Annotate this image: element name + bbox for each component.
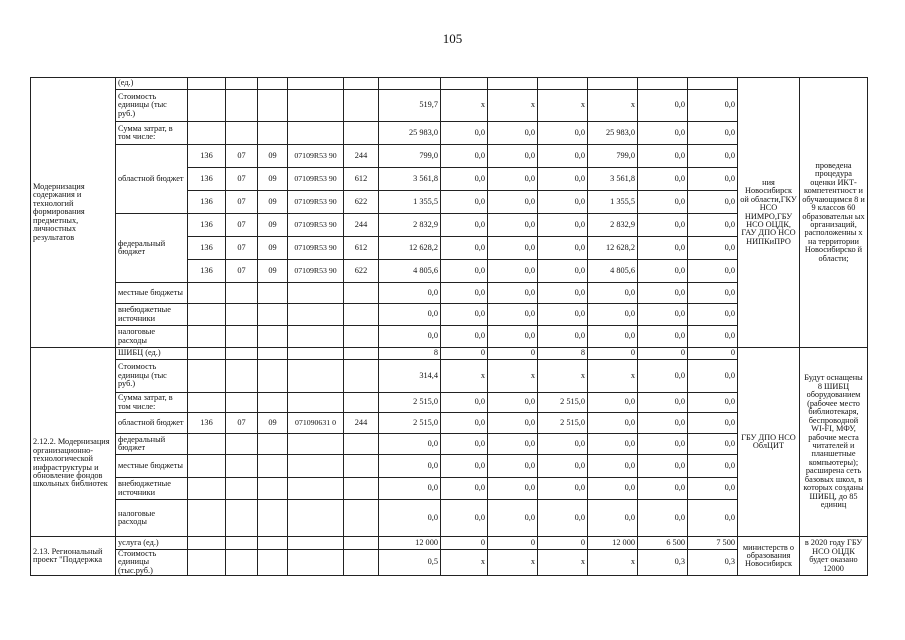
value-cell: x bbox=[488, 360, 538, 393]
grbs-code bbox=[188, 90, 226, 122]
expense-type-code: 244 bbox=[344, 145, 379, 168]
expense-type-code bbox=[344, 455, 379, 478]
expense-type-code bbox=[344, 283, 379, 304]
value-cell: 0,0 bbox=[638, 393, 688, 413]
target-article-code bbox=[288, 348, 344, 360]
value-cell: 0,0 bbox=[588, 326, 638, 348]
value-cell: 0,0 bbox=[688, 260, 738, 283]
value-cell: 0,0 bbox=[441, 455, 488, 478]
value-cell: 0,0 bbox=[688, 237, 738, 260]
value-cell: 799,0 bbox=[379, 145, 441, 168]
value-cell: 0,0 bbox=[688, 500, 738, 537]
value-cell: 0,0 bbox=[588, 434, 638, 455]
value-cell: 0,3 bbox=[638, 550, 688, 576]
value-cell: 0,0 bbox=[379, 500, 441, 537]
value-cell: 0,0 bbox=[488, 455, 538, 478]
measure-name: 2.12.2. Модернизация организационно-технологической инфраструктуры и обновление фондов школьных библиотек bbox=[31, 348, 116, 537]
value-cell: 0 bbox=[638, 348, 688, 360]
value-cell: 0,0 bbox=[379, 304, 441, 326]
value-cell: 4 805,6 bbox=[588, 260, 638, 283]
expected-result-cell: проведена процедура оценки ИКТ-компетентност и обучающимся 8 и 9 классов 60 образовательн ых организаций, расположенны х на территории Новосибирско й области; bbox=[800, 78, 868, 348]
value-cell: 0,0 bbox=[638, 237, 688, 260]
value-cell: 0,0 bbox=[379, 478, 441, 500]
value-cell: 0,0 bbox=[379, 434, 441, 455]
value-cell: 519,7 bbox=[379, 90, 441, 122]
value-cell: 0,0 bbox=[441, 304, 488, 326]
row-label: Стоимость единицы (тыс руб.) bbox=[116, 90, 188, 122]
row-label: Стоимость единицы (тыс.руб.) bbox=[116, 550, 188, 576]
subsection-code: 09 bbox=[258, 191, 288, 214]
value-cell: x bbox=[588, 550, 638, 576]
subsection-code bbox=[258, 434, 288, 455]
section-code bbox=[226, 537, 258, 550]
value-cell: 0,0 bbox=[588, 283, 638, 304]
grbs-code bbox=[188, 550, 226, 576]
target-article-code bbox=[288, 550, 344, 576]
grbs-code: 136 bbox=[188, 260, 226, 283]
value-cell bbox=[538, 78, 588, 90]
grbs-code: 136 bbox=[188, 237, 226, 260]
budget-table bbox=[30, 77, 868, 576]
value-cell: 1 355,5 bbox=[588, 191, 638, 214]
section-code bbox=[226, 500, 258, 537]
value-cell: 0,0 bbox=[441, 434, 488, 455]
value-cell: 0,0 bbox=[441, 283, 488, 304]
value-cell: 3 561,8 bbox=[379, 168, 441, 191]
value-cell: 0,0 bbox=[538, 214, 588, 237]
value-cell: 0,0 bbox=[588, 478, 638, 500]
grbs-code bbox=[188, 304, 226, 326]
expense-type-code bbox=[344, 90, 379, 122]
value-cell: 0 bbox=[441, 348, 488, 360]
value-cell: 2 832,9 bbox=[379, 214, 441, 237]
subsection-code bbox=[258, 537, 288, 550]
value-cell: 0,0 bbox=[638, 214, 688, 237]
section-code: 07 bbox=[226, 237, 258, 260]
target-article-code: 07109R53 90 bbox=[288, 260, 344, 283]
value-cell: x bbox=[488, 550, 538, 576]
value-cell: 0,0 bbox=[488, 122, 538, 145]
subsection-code bbox=[258, 304, 288, 326]
target-article-code bbox=[288, 78, 344, 90]
value-cell: 0,0 bbox=[441, 122, 488, 145]
expected-result-cell: Будут оснащены 8 ШИБЦ оборудованием (рабочее место библиотекаря, беспроводной WI-FI, МФУ, рабочие места читателей и планшетные компьютеры); расширена сеть базовых школ, в которых созданы ШИБЦ, до 85 единиц bbox=[800, 348, 868, 537]
value-cell: 0,0 bbox=[488, 478, 538, 500]
value-cell: 0,0 bbox=[488, 214, 538, 237]
value-cell: x bbox=[538, 360, 588, 393]
grbs-code bbox=[188, 360, 226, 393]
expense-type-code bbox=[344, 500, 379, 537]
table-row bbox=[31, 348, 868, 360]
target-article-code bbox=[288, 434, 344, 455]
value-cell: 8 bbox=[538, 348, 588, 360]
value-cell: 2 515,0 bbox=[538, 393, 588, 413]
value-cell bbox=[588, 78, 638, 90]
value-cell: 0 bbox=[538, 537, 588, 550]
value-cell: 0,0 bbox=[488, 145, 538, 168]
value-cell: 0,0 bbox=[441, 260, 488, 283]
value-cell: 7 500 bbox=[688, 537, 738, 550]
value-cell: 0,0 bbox=[379, 283, 441, 304]
grbs-code: 136 bbox=[188, 214, 226, 237]
value-cell: 2 515,0 bbox=[379, 413, 441, 434]
value-cell: 0,0 bbox=[488, 304, 538, 326]
value-cell: 2 515,0 bbox=[379, 393, 441, 413]
row-label: Сумма затрат, в том числе: bbox=[116, 393, 188, 413]
row-label: Стоимость единицы (тыс руб.) bbox=[116, 360, 188, 393]
grbs-code bbox=[188, 78, 226, 90]
expense-type-code: 244 bbox=[344, 214, 379, 237]
value-cell: 0 bbox=[488, 537, 538, 550]
value-cell: 0,0 bbox=[688, 145, 738, 168]
value-cell: x bbox=[441, 550, 488, 576]
grbs-code: 136 bbox=[188, 145, 226, 168]
expense-type-code bbox=[344, 348, 379, 360]
value-cell: 0,0 bbox=[638, 455, 688, 478]
expense-type-code bbox=[344, 326, 379, 348]
subsection-code bbox=[258, 478, 288, 500]
value-cell: 0,0 bbox=[638, 434, 688, 455]
section-code bbox=[226, 78, 258, 90]
section-code bbox=[226, 326, 258, 348]
expense-type-code: 622 bbox=[344, 260, 379, 283]
value-cell: x bbox=[488, 90, 538, 122]
row-label: услуга (ед.) bbox=[116, 537, 188, 550]
grbs-code bbox=[188, 434, 226, 455]
value-cell: 0,0 bbox=[638, 145, 688, 168]
value-cell: 3 561,8 bbox=[588, 168, 638, 191]
value-cell bbox=[379, 78, 441, 90]
section-code: 07 bbox=[226, 145, 258, 168]
target-article-code bbox=[288, 500, 344, 537]
section-code bbox=[226, 478, 258, 500]
value-cell: 0,0 bbox=[688, 214, 738, 237]
value-cell: 0,0 bbox=[638, 122, 688, 145]
value-cell: 0,0 bbox=[638, 260, 688, 283]
value-cell: 0,0 bbox=[688, 478, 738, 500]
value-cell: 1 355,5 bbox=[379, 191, 441, 214]
value-cell: 0,0 bbox=[688, 191, 738, 214]
value-cell: x bbox=[538, 90, 588, 122]
target-article-code: 07109R53 90 bbox=[288, 237, 344, 260]
value-cell: 0,0 bbox=[488, 283, 538, 304]
measure-name: Модернизация содержания и технологий формирования предметных, личностных результатов bbox=[31, 78, 116, 348]
value-cell: 0 bbox=[688, 348, 738, 360]
budget-table-body bbox=[31, 78, 868, 576]
grbs-code: 136 bbox=[188, 168, 226, 191]
subsection-code bbox=[258, 283, 288, 304]
subsection-code: 09 bbox=[258, 168, 288, 191]
value-cell bbox=[638, 78, 688, 90]
value-cell bbox=[441, 78, 488, 90]
grbs-code: 136 bbox=[188, 413, 226, 434]
value-cell: 0,0 bbox=[488, 168, 538, 191]
target-article-code bbox=[288, 304, 344, 326]
value-cell: 0,0 bbox=[638, 413, 688, 434]
value-cell: 0,0 bbox=[441, 326, 488, 348]
value-cell: 0,0 bbox=[488, 191, 538, 214]
expense-type-code: 612 bbox=[344, 168, 379, 191]
expense-type-code bbox=[344, 78, 379, 90]
value-cell: 0 bbox=[588, 348, 638, 360]
section-code: 07 bbox=[226, 168, 258, 191]
row-label: (ед.) bbox=[116, 78, 188, 90]
subsection-code bbox=[258, 500, 288, 537]
grbs-code bbox=[188, 348, 226, 360]
expense-type-code bbox=[344, 537, 379, 550]
value-cell: 0,5 bbox=[379, 550, 441, 576]
value-cell: 0,0 bbox=[538, 260, 588, 283]
section-code bbox=[226, 434, 258, 455]
value-cell: 25 983,0 bbox=[379, 122, 441, 145]
expense-type-code bbox=[344, 393, 379, 413]
section-code: 07 bbox=[226, 413, 258, 434]
page-number: 105 bbox=[442, 31, 463, 46]
value-cell: 2 832,9 bbox=[588, 214, 638, 237]
value-cell: 0,0 bbox=[441, 191, 488, 214]
value-cell: 0,0 bbox=[441, 237, 488, 260]
subsection-code bbox=[258, 122, 288, 145]
value-cell: 0,0 bbox=[441, 393, 488, 413]
section-code bbox=[226, 455, 258, 478]
value-cell: 0,0 bbox=[688, 168, 738, 191]
value-cell: 799,0 bbox=[588, 145, 638, 168]
value-cell: 0,0 bbox=[688, 413, 738, 434]
value-cell: 0,0 bbox=[538, 168, 588, 191]
subsection-code bbox=[258, 348, 288, 360]
expense-type-code: 622 bbox=[344, 191, 379, 214]
section-code bbox=[226, 90, 258, 122]
value-cell: x bbox=[588, 360, 638, 393]
value-cell: 0,0 bbox=[688, 434, 738, 455]
section-code bbox=[226, 348, 258, 360]
value-cell: 314,4 bbox=[379, 360, 441, 393]
value-cell: x bbox=[441, 90, 488, 122]
value-cell: 0,0 bbox=[538, 500, 588, 537]
expense-type-code bbox=[344, 360, 379, 393]
expense-type-code bbox=[344, 304, 379, 326]
value-cell: 0,0 bbox=[441, 413, 488, 434]
grbs-code bbox=[188, 122, 226, 145]
grbs-code bbox=[188, 393, 226, 413]
value-cell: 0,0 bbox=[488, 393, 538, 413]
value-cell: 0,0 bbox=[538, 434, 588, 455]
grbs-code: 136 bbox=[188, 191, 226, 214]
value-cell: 0,0 bbox=[488, 413, 538, 434]
value-cell: x bbox=[538, 550, 588, 576]
row-label: областной бюджет bbox=[116, 145, 188, 214]
row-label: федеральный бюджет bbox=[116, 434, 188, 455]
section-code bbox=[226, 304, 258, 326]
table-row bbox=[31, 537, 868, 550]
value-cell: 0,0 bbox=[638, 500, 688, 537]
value-cell: 0,0 bbox=[538, 283, 588, 304]
row-label: налоговые расходы bbox=[116, 326, 188, 348]
value-cell: 0,0 bbox=[638, 360, 688, 393]
target-article-code: 07109R53 90 bbox=[288, 191, 344, 214]
expected-result-cell: в 2020 году ГБУ НСО ОЦДК будет оказано 12000 bbox=[800, 537, 868, 576]
target-article-code: 07109R53 90 bbox=[288, 145, 344, 168]
value-cell: 0,0 bbox=[638, 90, 688, 122]
expense-type-code bbox=[344, 122, 379, 145]
target-article-code bbox=[288, 393, 344, 413]
target-article-code bbox=[288, 455, 344, 478]
target-article-code: 07109R53 90 bbox=[288, 168, 344, 191]
target-article-code bbox=[288, 122, 344, 145]
value-cell: 4 805,6 bbox=[379, 260, 441, 283]
value-cell: 0,0 bbox=[688, 360, 738, 393]
section-code bbox=[226, 122, 258, 145]
expense-type-code bbox=[344, 550, 379, 576]
target-article-code bbox=[288, 537, 344, 550]
section-code bbox=[226, 550, 258, 576]
value-cell: 0,0 bbox=[588, 455, 638, 478]
grbs-code bbox=[188, 478, 226, 500]
value-cell: 0,0 bbox=[538, 478, 588, 500]
value-cell: 0,0 bbox=[538, 237, 588, 260]
row-label: областной бюджет bbox=[116, 413, 188, 434]
value-cell: 0,0 bbox=[588, 500, 638, 537]
value-cell: 12 628,2 bbox=[379, 237, 441, 260]
subsection-code bbox=[258, 90, 288, 122]
value-cell: 0,0 bbox=[441, 500, 488, 537]
row-label: внебюджетные источники bbox=[116, 478, 188, 500]
value-cell: 0,0 bbox=[538, 455, 588, 478]
value-cell: 0,0 bbox=[688, 455, 738, 478]
value-cell: 0,0 bbox=[441, 145, 488, 168]
value-cell: 12 000 bbox=[588, 537, 638, 550]
subsection-code: 09 bbox=[258, 413, 288, 434]
value-cell: 0,0 bbox=[638, 304, 688, 326]
expense-type-code bbox=[344, 478, 379, 500]
value-cell: 0,0 bbox=[688, 283, 738, 304]
value-cell: 0,0 bbox=[538, 326, 588, 348]
value-cell: x bbox=[588, 90, 638, 122]
grbs-code bbox=[188, 500, 226, 537]
value-cell: 0,0 bbox=[638, 283, 688, 304]
target-article-code bbox=[288, 360, 344, 393]
subsection-code bbox=[258, 360, 288, 393]
value-cell: 0,0 bbox=[538, 122, 588, 145]
value-cell: 0,0 bbox=[688, 304, 738, 326]
target-article-code: 071090631 0 bbox=[288, 413, 344, 434]
subsection-code bbox=[258, 326, 288, 348]
row-label: ШИБЦ (ед.) bbox=[116, 348, 188, 360]
value-cell: x bbox=[441, 360, 488, 393]
expense-type-code: 244 bbox=[344, 413, 379, 434]
value-cell: 0,0 bbox=[379, 326, 441, 348]
value-cell: 0,0 bbox=[688, 90, 738, 122]
target-article-code bbox=[288, 478, 344, 500]
value-cell: 0,0 bbox=[588, 413, 638, 434]
value-cell: 0,0 bbox=[688, 326, 738, 348]
value-cell: 0,0 bbox=[488, 434, 538, 455]
value-cell: 0,0 bbox=[588, 393, 638, 413]
value-cell: 0,0 bbox=[379, 455, 441, 478]
row-label: местные бюджеты bbox=[116, 455, 188, 478]
value-cell: 12 628,2 bbox=[588, 237, 638, 260]
value-cell: 6 500 bbox=[638, 537, 688, 550]
subsection-code: 09 bbox=[258, 214, 288, 237]
grbs-code bbox=[188, 283, 226, 304]
target-article-code bbox=[288, 326, 344, 348]
grbs-code bbox=[188, 537, 226, 550]
value-cell: 0,0 bbox=[488, 260, 538, 283]
value-cell: 0,0 bbox=[688, 393, 738, 413]
value-cell: 0,0 bbox=[538, 191, 588, 214]
section-code bbox=[226, 393, 258, 413]
grbs-code bbox=[188, 326, 226, 348]
value-cell bbox=[488, 78, 538, 90]
value-cell: 0,0 bbox=[538, 145, 588, 168]
row-label: местные бюджеты bbox=[116, 283, 188, 304]
value-cell: 0,0 bbox=[488, 326, 538, 348]
expense-type-code: 612 bbox=[344, 237, 379, 260]
value-cell bbox=[688, 78, 738, 90]
subsection-code bbox=[258, 455, 288, 478]
grbs-code bbox=[188, 455, 226, 478]
row-label: внебюджетные источники bbox=[116, 304, 188, 326]
value-cell: 0,0 bbox=[488, 237, 538, 260]
value-cell: 0,0 bbox=[441, 478, 488, 500]
target-article-code bbox=[288, 90, 344, 122]
value-cell: 0,0 bbox=[588, 304, 638, 326]
subsection-code bbox=[258, 78, 288, 90]
section-code bbox=[226, 283, 258, 304]
executor-cell: министерств о образования Новосибирск bbox=[738, 537, 800, 576]
executor-cell: ния Новосибирск ой области,ГКУ НСО НИМРО,ГБУ НСО ОЦДК, ГАУ ДПО НСО НИПКиПРО bbox=[738, 78, 800, 348]
value-cell: 0 bbox=[441, 537, 488, 550]
value-cell: 0,0 bbox=[441, 214, 488, 237]
subsection-code bbox=[258, 393, 288, 413]
value-cell: 12 000 bbox=[379, 537, 441, 550]
table-row bbox=[31, 78, 868, 90]
value-cell: 0,0 bbox=[638, 326, 688, 348]
value-cell: 25 983,0 bbox=[588, 122, 638, 145]
value-cell: 0,0 bbox=[688, 122, 738, 145]
value-cell: 0,0 bbox=[638, 191, 688, 214]
row-label: налоговые расходы bbox=[116, 500, 188, 537]
row-label: федеральный бюджет bbox=[116, 214, 188, 283]
executor-cell: ГБУ ДПО НСО ОблЦИТ bbox=[738, 348, 800, 537]
row-label: Сумма затрат, в том числе: bbox=[116, 122, 188, 145]
value-cell: 8 bbox=[379, 348, 441, 360]
target-article-code: 07109R53 90 bbox=[288, 214, 344, 237]
subsection-code: 09 bbox=[258, 237, 288, 260]
section-code bbox=[226, 360, 258, 393]
value-cell: 0,0 bbox=[488, 500, 538, 537]
target-article-code bbox=[288, 283, 344, 304]
value-cell: 0,3 bbox=[688, 550, 738, 576]
expense-type-code bbox=[344, 434, 379, 455]
value-cell: 0,0 bbox=[638, 168, 688, 191]
section-code: 07 bbox=[226, 214, 258, 237]
value-cell: 0,0 bbox=[638, 478, 688, 500]
section-code: 07 bbox=[226, 191, 258, 214]
value-cell: 0 bbox=[488, 348, 538, 360]
measure-name: 2.13. Региональный проект "Поддержка bbox=[31, 537, 116, 576]
section-code: 07 bbox=[226, 260, 258, 283]
subsection-code: 09 bbox=[258, 145, 288, 168]
value-cell: 0,0 bbox=[538, 304, 588, 326]
subsection-code bbox=[258, 550, 288, 576]
value-cell: 0,0 bbox=[441, 168, 488, 191]
subsection-code: 09 bbox=[258, 260, 288, 283]
value-cell: 2 515,0 bbox=[538, 413, 588, 434]
